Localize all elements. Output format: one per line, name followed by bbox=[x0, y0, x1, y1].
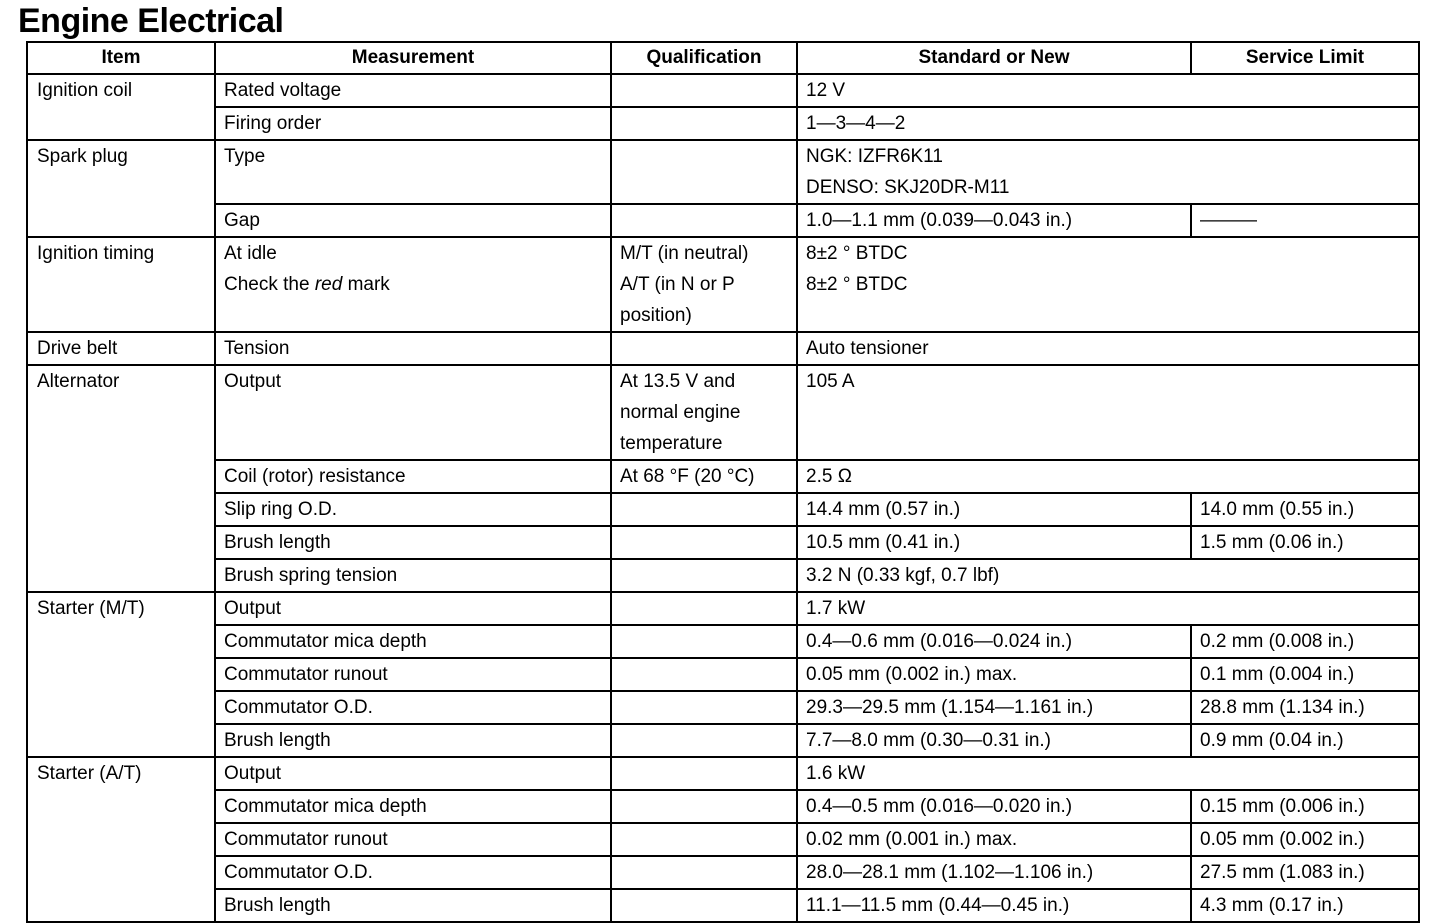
standard-cell: 28.0—28.1 mm (1.102—1.106 in.) bbox=[797, 856, 1191, 889]
table-row bbox=[27, 691, 1419, 724]
standard-cell bbox=[797, 237, 1419, 332]
measurement-cell: Type bbox=[215, 140, 611, 204]
item-cell: Drive belt bbox=[27, 332, 215, 365]
header-standard-or-new: Standard or New bbox=[797, 42, 1191, 74]
service-limit-cell: 4.3 mm (0.17 in.) bbox=[1191, 889, 1419, 922]
qualification-cell bbox=[611, 559, 797, 592]
item-cell: Alternator bbox=[27, 365, 215, 592]
standard-cell: 1.7 kW bbox=[797, 592, 1419, 625]
measurement-cell: Gap bbox=[215, 204, 611, 237]
service-limit-cell: 0.05 mm (0.002 in.) bbox=[1191, 823, 1419, 856]
engine-electrical-spec-table bbox=[26, 41, 1420, 923]
measurement-cell: Output bbox=[215, 592, 611, 625]
standard-cell: 2.5 Ω bbox=[797, 460, 1419, 493]
service-limit-cell: 0.1 mm (0.004 in.) bbox=[1191, 658, 1419, 691]
qualification-cell bbox=[611, 237, 797, 332]
table-row bbox=[27, 365, 1419, 460]
measurement-cell: Tension bbox=[215, 332, 611, 365]
qualification-cell bbox=[611, 204, 797, 237]
table-row bbox=[27, 204, 1419, 237]
table-row bbox=[27, 493, 1419, 526]
qualification-cell bbox=[611, 526, 797, 559]
standard-cell: 1.0—1.1 mm (0.039—0.043 in.) bbox=[797, 204, 1191, 237]
standard-cell: 11.1—11.5 mm (0.44—0.45 in.) bbox=[797, 889, 1191, 922]
qualification-line: normal engine bbox=[620, 402, 741, 423]
service-limit-cell: 14.0 mm (0.55 in.) bbox=[1191, 493, 1419, 526]
qualification-line: temperature bbox=[620, 433, 723, 454]
measurement-cell: Commutator O.D. bbox=[215, 856, 611, 889]
measurement-cell: Brush spring tension bbox=[215, 559, 611, 592]
qualification-cell bbox=[611, 107, 797, 140]
standard-cell: 0.02 mm (0.001 in.) max. bbox=[797, 823, 1191, 856]
service-limit-cell: ——— bbox=[1191, 204, 1419, 237]
measurement-cell: Brush length bbox=[215, 526, 611, 559]
service-limit-cell: 0.2 mm (0.008 in.) bbox=[1191, 625, 1419, 658]
measurement-cell: Commutator O.D. bbox=[215, 691, 611, 724]
table-row bbox=[27, 823, 1419, 856]
measurement-cell: Commutator runout bbox=[215, 658, 611, 691]
qualification-cell bbox=[611, 856, 797, 889]
service-limit-cell: 0.15 mm (0.006 in.) bbox=[1191, 790, 1419, 823]
table-row bbox=[27, 559, 1419, 592]
table-row bbox=[27, 757, 1419, 790]
qualification-cell bbox=[611, 790, 797, 823]
red-mark-text: red bbox=[314, 274, 343, 295]
standard-cell: 1.6 kW bbox=[797, 757, 1419, 790]
table-row bbox=[27, 592, 1419, 625]
measurement-cell: Rated voltage bbox=[215, 74, 611, 107]
qualification-cell bbox=[611, 592, 797, 625]
standard-cell: 1—3—4—2 bbox=[797, 107, 1419, 140]
header-item: Item bbox=[27, 42, 215, 74]
standard-line: DENSO: SKJ20DR-M11 bbox=[806, 177, 1010, 198]
table-row bbox=[27, 140, 1419, 204]
standard-cell bbox=[797, 140, 1419, 204]
service-limit-cell: 0.9 mm (0.04 in.) bbox=[1191, 724, 1419, 757]
qualification-cell bbox=[611, 889, 797, 922]
measurement-line: At idle bbox=[224, 243, 277, 264]
service-limit-cell: 28.8 mm (1.134 in.) bbox=[1191, 691, 1419, 724]
item-cell: Ignition timing bbox=[27, 237, 215, 332]
item-cell: Spark plug bbox=[27, 140, 215, 237]
table-row bbox=[27, 625, 1419, 658]
standard-cell: Auto tensioner bbox=[797, 332, 1419, 365]
qualification-cell bbox=[611, 823, 797, 856]
standard-line: 8±2 ° BTDC bbox=[806, 243, 908, 264]
qualification-cell bbox=[611, 332, 797, 365]
qualification-cell bbox=[611, 658, 797, 691]
table-row bbox=[27, 74, 1419, 107]
qualification-line: M/T (in neutral) bbox=[620, 243, 749, 264]
qualification-cell bbox=[611, 625, 797, 658]
standard-cell: 0.05 mm (0.002 in.) max. bbox=[797, 658, 1191, 691]
measurement-cell: Firing order bbox=[215, 107, 611, 140]
measurement-cell: Output bbox=[215, 365, 611, 460]
service-limit-cell: 1.5 mm (0.06 in.) bbox=[1191, 526, 1419, 559]
table-row bbox=[27, 526, 1419, 559]
standard-cell: 14.4 mm (0.57 in.) bbox=[797, 493, 1191, 526]
item-cell: Starter (M/T) bbox=[27, 592, 215, 757]
measurement-text: mark bbox=[342, 274, 390, 295]
measurement-cell: Coil (rotor) resistance bbox=[215, 460, 611, 493]
measurement-cell: Brush length bbox=[215, 724, 611, 757]
table-row bbox=[27, 856, 1419, 889]
qualification-cell bbox=[611, 140, 797, 204]
table-row bbox=[27, 107, 1419, 140]
qualification-cell bbox=[611, 493, 797, 526]
measurement-cell: Commutator runout bbox=[215, 823, 611, 856]
qualification-line: At 13.5 V and bbox=[620, 371, 736, 392]
header-qualification: Qualification bbox=[611, 42, 797, 74]
standard-line: NGK: IZFR6K11 bbox=[806, 146, 943, 167]
table-row bbox=[27, 237, 1419, 332]
service-limit-cell: 27.5 mm (1.083 in.) bbox=[1191, 856, 1419, 889]
table-row bbox=[27, 724, 1419, 757]
header-measurement: Measurement bbox=[215, 42, 611, 74]
standard-cell: 12 V bbox=[797, 74, 1419, 107]
measurement-text: Check the bbox=[224, 274, 315, 295]
qualification-line: position) bbox=[620, 305, 692, 326]
standard-cell: 29.3—29.5 mm (1.154—1.161 in.) bbox=[797, 691, 1191, 724]
measurement-cell bbox=[215, 237, 611, 332]
item-cell: Ignition coil bbox=[27, 74, 215, 140]
standard-line: 8±2 ° BTDC bbox=[806, 274, 908, 295]
qualification-cell bbox=[611, 724, 797, 757]
page-title: Engine Electrical bbox=[18, 2, 284, 40]
measurement-cell: Brush length bbox=[215, 889, 611, 922]
measurement-cell: Commutator mica depth bbox=[215, 790, 611, 823]
standard-cell: 3.2 N (0.33 kgf, 0.7 lbf) bbox=[797, 559, 1419, 592]
item-cell: Starter (A/T) bbox=[27, 757, 215, 922]
table-row bbox=[27, 889, 1419, 922]
table-row bbox=[27, 332, 1419, 365]
table-row bbox=[27, 790, 1419, 823]
standard-cell: 105 A bbox=[797, 365, 1419, 460]
standard-cell: 0.4—0.5 mm (0.016—0.020 in.) bbox=[797, 790, 1191, 823]
measurement-line bbox=[224, 269, 602, 300]
qualification-cell bbox=[611, 757, 797, 790]
qualification-cell bbox=[611, 691, 797, 724]
standard-cell: 7.7—8.0 mm (0.30—0.31 in.) bbox=[797, 724, 1191, 757]
table-row bbox=[27, 658, 1419, 691]
header-row bbox=[27, 42, 1419, 74]
measurement-cell: Commutator mica depth bbox=[215, 625, 611, 658]
qualification-cell bbox=[611, 74, 797, 107]
qualification-cell: At 68 °F (20 °C) bbox=[611, 460, 797, 493]
header-service-limit: Service Limit bbox=[1191, 42, 1419, 74]
measurement-cell: Output bbox=[215, 757, 611, 790]
table-row bbox=[27, 460, 1419, 493]
standard-cell: 10.5 mm (0.41 in.) bbox=[797, 526, 1191, 559]
qualification-cell bbox=[611, 365, 797, 460]
measurement-cell: Slip ring O.D. bbox=[215, 493, 611, 526]
qualification-line: A/T (in N or P bbox=[620, 274, 735, 295]
standard-cell: 0.4—0.6 mm (0.016—0.024 in.) bbox=[797, 625, 1191, 658]
